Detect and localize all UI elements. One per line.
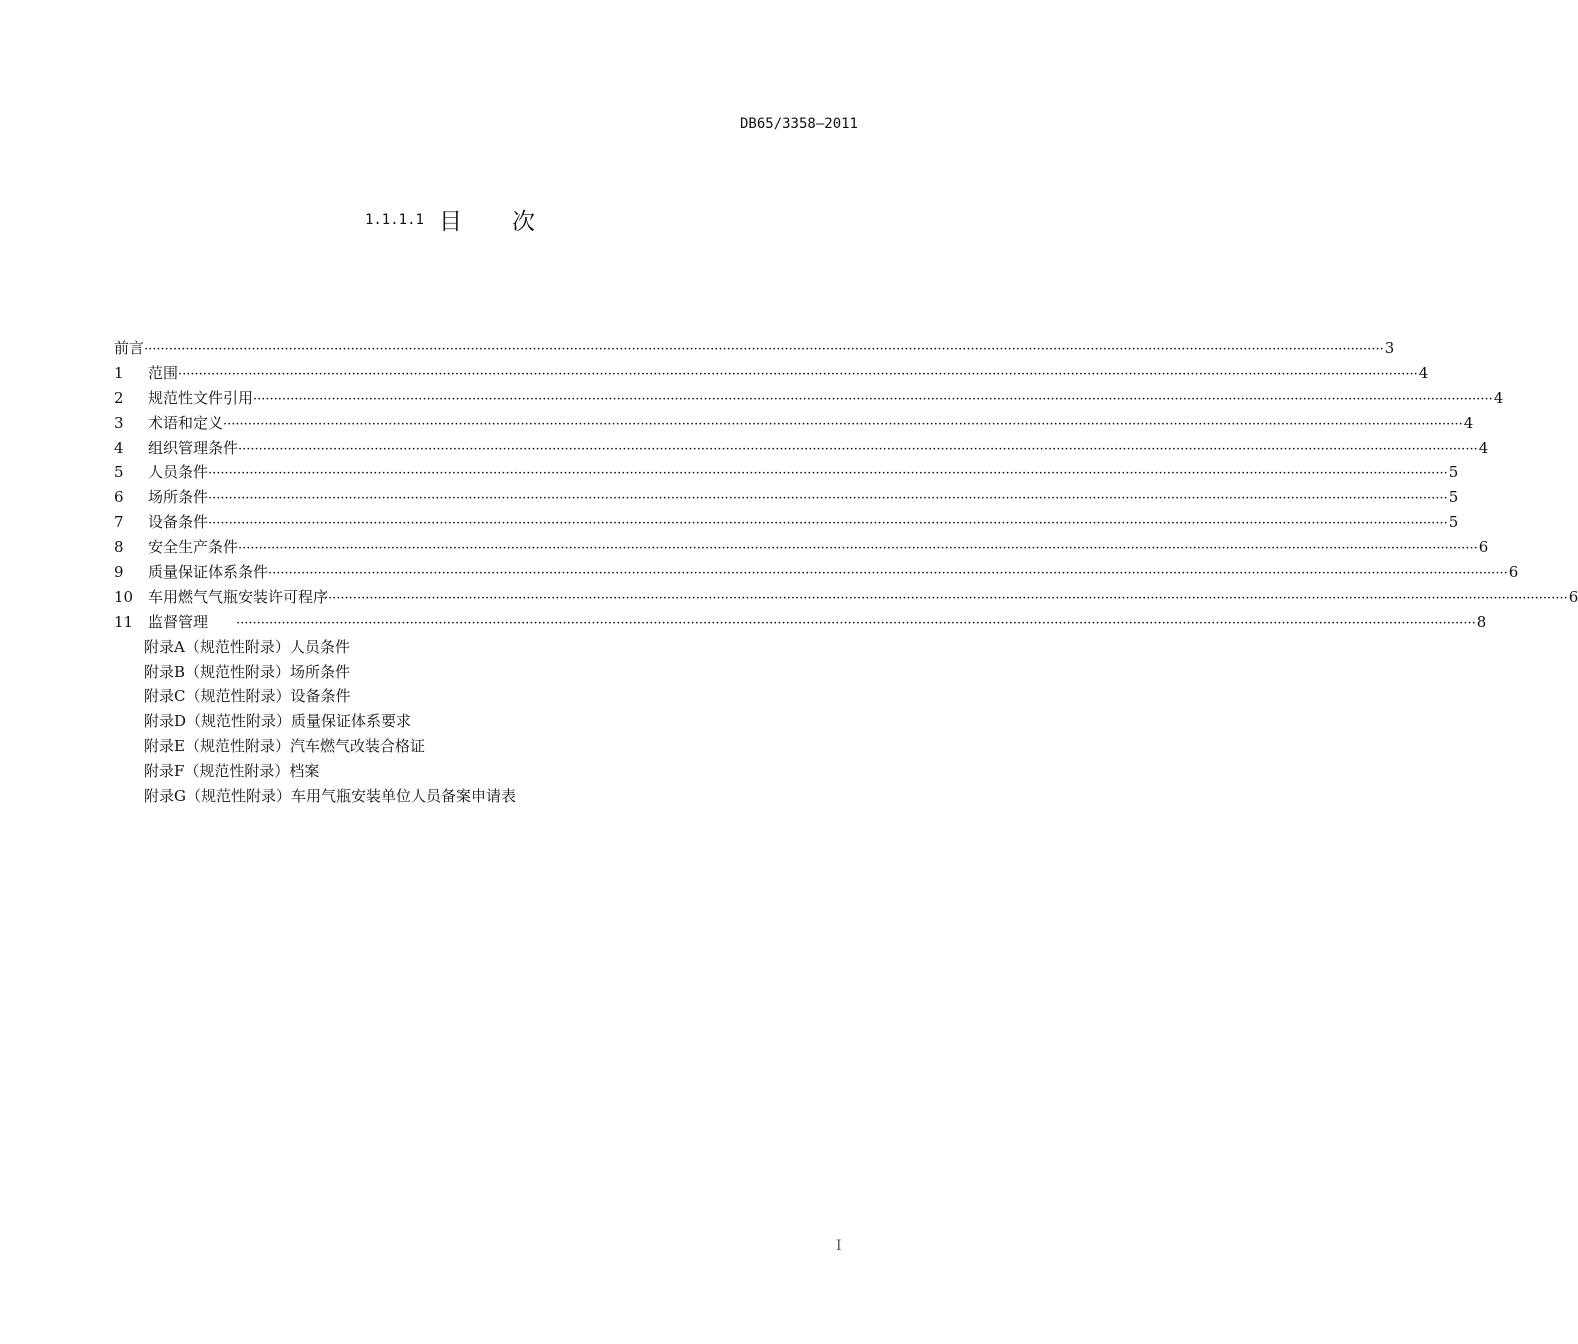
toc-entry[interactable]	[114, 560, 1519, 585]
toc-leader-dots: ············································································································································································································································································································	[236, 615, 1476, 631]
toc-entry-page: 4	[1493, 388, 1504, 407]
toc-heading	[0, 203, 950, 236]
appendix-entry[interactable]: 附录G（规范性附录）车用气瓶安装单位人员备案申请表	[144, 787, 516, 806]
toc-entry-page: 5	[1448, 488, 1459, 507]
toc-entry-number: 10	[114, 587, 134, 606]
toc-leader-dots: ············································································································································································································································································································	[144, 342, 1384, 357]
heading-number: 1.1.1.1	[364, 211, 424, 228]
document-code: DB65/3358—2011	[739, 116, 858, 132]
toc-entry[interactable]	[114, 485, 1459, 510]
toc-title: 目次	[439, 209, 586, 235]
toc-leader-dots: ············································································································································································································································································································	[208, 516, 1448, 532]
toc-entry-number: 6	[114, 488, 124, 507]
toc-entry-page: 5	[1448, 513, 1459, 532]
toc-entry[interactable]	[114, 411, 1474, 436]
toc-entry-number: 11	[114, 612, 134, 631]
toc-entry-title: 监督管理	[148, 612, 209, 631]
toc-leader-dots: ············································································································································································································································································································	[328, 590, 1568, 606]
toc-entry[interactable]	[114, 336, 1395, 361]
appendix-entry[interactable]: 附录E（规范性附录）汽车燃气改装合格证	[144, 737, 425, 756]
toc-leader-dots: ············································································································································································································································································································	[208, 491, 1448, 507]
appendix-entry[interactable]: 附录A（规范性附录）人员条件	[144, 637, 350, 656]
toc-entry-number: 9	[114, 563, 124, 582]
toc-leader-dots: ············································································································································································································································································································	[223, 416, 1463, 432]
toc-entry-number: 2	[114, 388, 124, 407]
toc-entry-number: 4	[114, 438, 124, 457]
toc-leader-dots: ············································································································································································································································································································	[268, 566, 1508, 582]
toc-entry-page: 4	[1463, 413, 1474, 432]
toc-entry-title: 场所条件	[148, 488, 209, 507]
toc-entry[interactable]	[114, 460, 1459, 485]
toc-entry-title: 设备条件	[148, 513, 209, 532]
toc-entry-title: 组织管理条件	[148, 438, 239, 457]
toc-entry[interactable]	[114, 610, 1487, 635]
appendix-entry[interactable]: 附录C（规范性附录）设备条件	[144, 687, 351, 706]
toc-entry-page: 3	[1384, 339, 1395, 357]
toc-entry-page: 4	[1478, 438, 1489, 457]
appendix-entry[interactable]: 附录B（规范性附录）场所条件	[144, 662, 351, 681]
toc-entry-number: 3	[114, 413, 124, 432]
toc-entry-title: 安全生产条件	[148, 538, 239, 557]
appendix-entry[interactable]: 附录F（规范性附录）档案	[144, 762, 320, 781]
toc-entry-number: 1	[114, 363, 124, 382]
toc-entry-title: 规范性文件引用	[148, 388, 254, 407]
toc-leader-dots: ············································································································································································································································································································	[208, 466, 1448, 482]
toc-entry-page: 6	[1508, 563, 1519, 582]
toc-entry-page: 5	[1448, 463, 1459, 482]
toc-entry-number: 5	[114, 463, 124, 482]
page-number: I	[836, 1238, 842, 1254]
toc-entry-title: 车用燃气气瓶安装许可程序	[148, 587, 329, 606]
toc-entry-page: 8	[1476, 612, 1487, 631]
toc-entry[interactable]	[114, 535, 1489, 560]
toc-entry-number: 8	[114, 538, 124, 557]
appendix-entry[interactable]: 附录D（规范性附录）质量保证体系要求	[144, 712, 412, 731]
toc-entry-page: 6	[1478, 538, 1489, 557]
toc-entry-title: 术语和定义	[148, 413, 224, 432]
table-of-contents	[114, 336, 1578, 809]
toc-entry-page: 4	[1418, 363, 1429, 382]
toc-entry[interactable]	[114, 510, 1459, 535]
toc-leader-dots: ············································································································································································································································································································	[178, 366, 1418, 382]
toc-entry-page: 6	[1568, 587, 1578, 606]
toc-entry-title: 人员条件	[148, 463, 209, 482]
toc-entry[interactable]	[114, 436, 1489, 461]
toc-leader-dots: ············································································································································································································································································································	[238, 541, 1478, 557]
toc-entry-title: 范围	[148, 363, 179, 382]
toc-entry[interactable]	[114, 585, 1578, 610]
toc-entry-title: 质量保证体系条件	[148, 563, 269, 582]
toc-entry[interactable]	[114, 386, 1504, 411]
toc-leader-dots: ············································································································································································································································································································	[253, 391, 1493, 407]
toc-leader-dots: ············································································································································································································································································································	[238, 441, 1478, 457]
toc-entry-number: 7	[114, 513, 124, 532]
toc-entry-title: 前言	[114, 339, 145, 357]
toc-entry[interactable]	[114, 361, 1429, 386]
